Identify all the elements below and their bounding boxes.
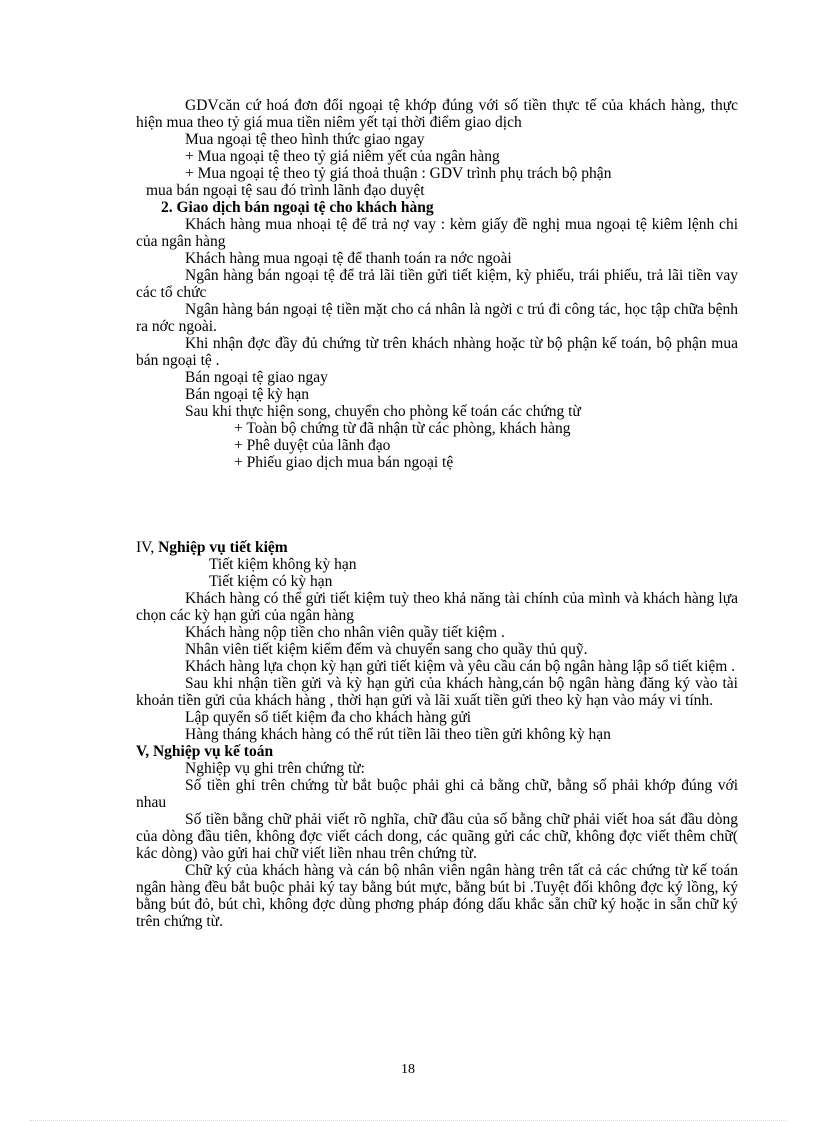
text-line: + Mua ngoại tệ theo tỷ giá thoả thuận : GDV trình phụ trách bộ phận [185,165,612,182]
paragraph: Số tiền bằng chữ phải viết rõ nghĩa, chữ đầu của số bằng chữ phải viết hoa sát đầu dòng của dòng đầu tiên, không đợc viết cách dong, các quãng gửi các chữ, không đợc viết thêm chữ( kác dòng) vào gửi hai chữ viết liền nhau trên chứng từ. [136,811,738,862]
paragraph: Khách hàng mua nhoại tệ để trả nợ vay : kèm giấy đề nghị mua ngoại tệ kiêm lệnh chi của ngân hàng [136,216,738,250]
section-heading [136,539,738,556]
savings-accounting-section [136,539,738,930]
paragraph: Ngân hàng bán ngoại tệ để trả lãi tiền gửi tiết kiệm, kỳ phiếu, trái phiếu, trả lãi tiền vay các tổ chức [136,267,738,301]
paragraph: Ngân hàng bán ngoại tệ tiền mặt cho cá nhân là ngời c trú đi công tác, học tập chữa bệnh ra nớc ngoài. [136,301,738,335]
subsection-heading: 2. Giao dịch bán ngoại tệ cho khách hàng [161,199,434,216]
text-line: Nhân viên tiết kiệm kiểm đếm và chuyển sang cho quầy thủ quỹ. [185,641,588,658]
text-line: Khách hàng mua ngoại tệ để thanh toán ra nớc ngoài [185,250,512,267]
text-line: Khách hàng nộp tiền cho nhân viên quầy tiết kiệm . [185,624,505,641]
foreign-exchange-section [136,97,738,471]
section-number: IV, [136,539,159,556]
paragraph: Khách hàng có thể gửi tiết kiệm tuỳ theo khả năng tài chính của mình và khách hàng lựa chọn các kỳ hạn gửi của ngân hàng [136,590,738,624]
text-line: Lập quyển sổ tiết kiệm đa cho khách hàng gửi [185,709,472,726]
paragraph: GDVcăn cứ hoá đơn đổi ngoại tệ khớp đúng với số tiền thực tế của khách hàng, thực hiện mua theo tỷ giá mua tiền niêm yết tại thời điểm giao dịch [136,97,738,131]
text-line: Hàng tháng khách hàng có thể rút tiền lãi theo tiền gửi không kỳ hạn [185,726,611,743]
paragraph: Khi nhận đợc đầy đủ chứng từ trên khách nhàng hoặc từ bộ phận kế toán, bộ phận mua bán ngoại tệ . [136,335,738,369]
page-number: 18 [401,1062,415,1077]
text-line: Nghiệp vụ ghi trên chứng từ: [185,760,365,777]
text-line: + Phê duyệt của lãnh đạo [234,437,391,454]
paragraph: Sau khi nhận tiền gửi và kỳ hạn gửi của khách hàng,cán bộ ngân hàng đăng ký vào tài khoản tiền gửi của khách hàng , thời hạn gửi và lãi xuất tiền gửi theo kỳ hạn vào máy vi tính. [136,675,738,709]
section-heading: V, Nghiệp vụ kế toán [136,743,274,760]
text-line: + Mua ngoại tệ theo tỷ giá niêm yết của ngân hàng [185,148,500,165]
text-line: Bán ngoại tệ giao ngay [185,369,328,386]
text-line: mua bán ngoại tệ sau đó trình lãnh đạo duyệt [146,182,425,199]
text-line: Bán ngoại tệ kỳ hạn [185,386,309,403]
text-line: Mua ngoại tệ theo hình thức giao ngay [185,131,425,148]
text-line: + Toàn bộ chứng từ đã nhận từ các phòng, khách hàng [234,420,571,437]
text-line: Sau khi thực hiện song, chuyển cho phòng kế toán các chứng từ [185,403,581,420]
text-line: Tiết kiệm có kỳ hạn [209,573,333,590]
paragraph: Khách hàng lựa chọn kỳ hạn gửi tiết kiệm và yêu cầu cán bộ ngân hàng lập sổ tiết kiệm . [185,658,736,675]
text-line: Tiết kiệm không kỳ hạn [209,556,357,573]
paragraph: Số tiền ghi trên chứng từ bắt buộc phải ghi cả bằng chữ, bằng số phải khớp đúng với nhau [136,777,738,811]
text-line: + Phiếu giao dịch mua bán ngoại tệ [234,454,454,471]
paragraph: Chữ ký của khách hàng và cán bộ nhân viên ngân hàng trên tất cả các chứng từ kế toán ngân hàng đều bắt buộc phải ký tay bằng bút mực, bằng bút bi .Tuyệt đối không đợc ký lồng, ký bằng bút đỏ, bút chì, không đợc dùng phơng pháp đóng dấu khắc sẵn chữ ký hoặc in sẵn chữ ký trên chứng từ. [136,862,738,930]
section-title: Nghiệp vụ tiết kiệm [158,539,288,556]
page-bottom-divider [30,1120,786,1121]
